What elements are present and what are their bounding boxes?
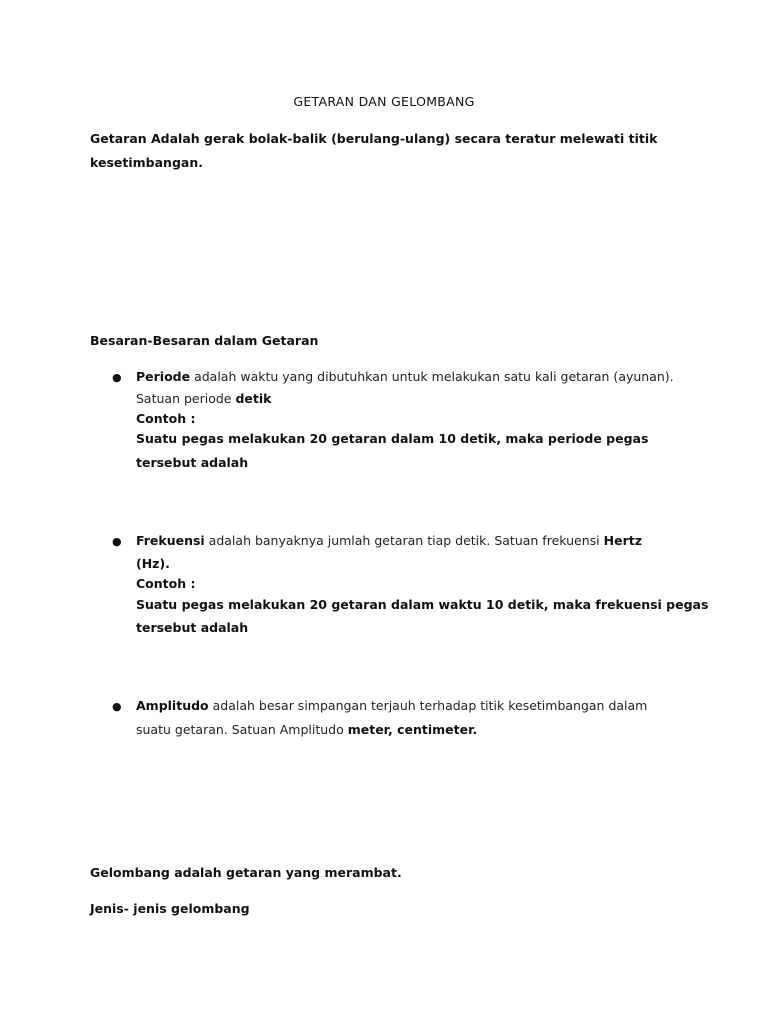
frekuensi-example-label: Contoh : <box>136 576 196 591</box>
jenis-heading: Jenis- jenis gelombang <box>90 901 250 916</box>
gelombang-definition: Gelombang adalah getaran yang merambat. <box>90 865 402 880</box>
amplitudo-desc: adalah besar simpangan terjauh terhadap titik kesetimbangan dalam <box>208 698 648 713</box>
frekuensi-term: Frekuensi <box>136 533 205 548</box>
amplitudo-line2-prefix: suatu getaran. Satuan Amplitudo <box>136 722 348 737</box>
intro-line-1: Getaran Adalah gerak bolak-balik (berulang-ulang) secara teratur melewati titik <box>90 131 658 146</box>
periode-desc: adalah waktu yang dibutuhkan untuk melakukan satu kali getaran (ayunan). <box>190 369 674 384</box>
amplitudo-term: Amplitudo <box>136 698 209 713</box>
frekuensi-desc: adalah banyaknya jumlah getaran tiap detik. Satuan frekuensi <box>204 533 604 548</box>
bullet-amplitudo: ● <box>112 700 122 713</box>
periode-definition <box>136 369 674 384</box>
amplitudo-definition <box>136 698 647 713</box>
page-title: GETARAN DAN GELOMBANG <box>293 94 475 109</box>
frekuensi-definition <box>136 533 642 548</box>
frekuensi-unit-line-2: (Hz). <box>136 556 170 571</box>
frekuensi-example-line-1: Suatu pegas melakukan 20 getaran dalam waktu 10 detik, maka frekuensi pegas <box>136 597 709 612</box>
intro-line-2: kesetimbangan. <box>90 155 203 170</box>
periode-example-label: Contoh : <box>136 411 196 426</box>
frekuensi-example-line-2: tersebut adalah <box>136 620 249 635</box>
frekuensi-unit: Hertz <box>603 533 642 548</box>
periode-unit-line <box>136 391 271 406</box>
periode-unit: detik <box>235 391 272 406</box>
periode-example-line-1: Suatu pegas melakukan 20 getaran dalam 10 detik, maka periode pegas <box>136 431 649 446</box>
periode-term: Periode <box>136 369 191 384</box>
bullet-frekuensi: ● <box>112 535 122 548</box>
section-heading: Besaran-Besaran dalam Getaran <box>90 333 319 348</box>
amplitudo-unit: meter, centimeter. <box>347 722 478 737</box>
periode-unit-prefix: Satuan periode <box>136 391 236 406</box>
amplitudo-unit-line <box>136 722 477 737</box>
periode-example-line-2: tersebut adalah <box>136 455 249 470</box>
bullet-periode: ● <box>112 371 122 384</box>
